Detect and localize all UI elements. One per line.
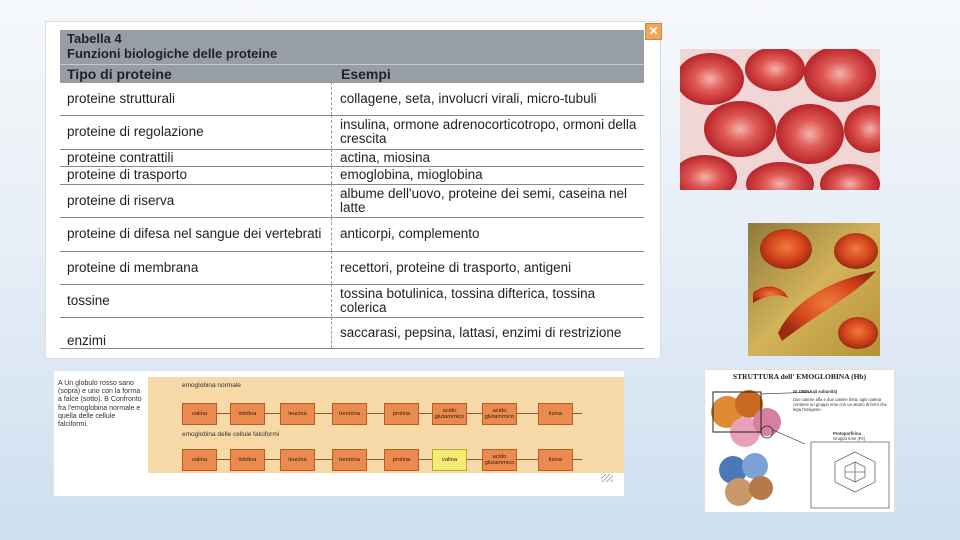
protein-examples-cell: anticorpi, complemento <box>340 226 480 241</box>
protein-type-cell: proteine di membrana <box>67 259 199 275</box>
table-row <box>60 284 644 318</box>
column-divider <box>331 217 333 251</box>
protein-examples-cell: collagene, seta, involucri virali, micro-tubuli <box>340 90 597 106</box>
protein-type-cell: proteine strutturali <box>67 90 176 106</box>
amino-acid-box: leucina <box>280 403 315 425</box>
table-row <box>60 317 644 348</box>
sickle-cells-photo <box>748 223 880 356</box>
table-title: Tabella 4 <box>67 31 122 46</box>
protein-examples-cell: tossina botulinica, tossina difterica, tossina colerica <box>340 285 596 315</box>
structure-title: STRUTTURA dell' EMOGLOBINA (Hb) <box>732 372 867 381</box>
protein-examples-cell: actina, miosina <box>340 149 431 165</box>
column-divider <box>331 149 333 166</box>
globin-label: GLOBINA (4 subunità) <box>793 389 838 394</box>
resize-handle-icon[interactable] <box>601 474 613 482</box>
protein-type-cell: proteine contrattili <box>67 149 174 165</box>
column-divider <box>331 166 333 184</box>
heme-group-icon <box>811 442 889 508</box>
table-row <box>60 82 644 116</box>
protein-type-cell: proteine di trasporto <box>67 167 188 182</box>
column-header-examples: Esempi <box>341 66 391 82</box>
protein-type-cell: proteine di riserva <box>67 192 175 208</box>
column-divider <box>331 284 333 317</box>
table-row <box>60 166 644 185</box>
column-divider <box>331 115 333 149</box>
red-blood-cells-illustration <box>680 49 880 190</box>
table-row <box>60 184 644 218</box>
amino-acid-box: lisina <box>538 403 573 425</box>
hemoglobin-structure-figure <box>705 370 894 512</box>
globin-subunits-icon <box>711 390 781 447</box>
protein-type-cell: enzimi <box>67 333 107 348</box>
heme-label: Protoporfirina <box>833 431 861 436</box>
amino-acid-box: leucina <box>280 449 315 471</box>
column-divider <box>331 82 333 115</box>
amino-acid-box: lisina <box>538 449 573 471</box>
protein-examples-cell: albume dell'uovo, proteine dei semi, caseina nel latte <box>340 185 628 215</box>
structure-notes: Due catene alfa e due catene beta; ogni catena contiene un gruppo eme con un atomo di ferro che lega l'ossigeno. <box>793 397 887 412</box>
amino-acid-box: acido glutammico <box>482 449 517 471</box>
amino-acid-box: treonina <box>332 449 367 471</box>
protein-examples-cell: saccarasi, pepsina, lattasi, enzimi di restrizione <box>340 324 622 340</box>
protein-examples-cell: emoglobina, mioglobina <box>340 167 483 182</box>
table-row <box>60 217 644 252</box>
amino-acid-box: valina <box>182 403 217 425</box>
close-icon[interactable]: ✕ <box>645 23 662 40</box>
column-header-type: Tipo di proteine <box>67 66 172 82</box>
protein-examples-cell: recettori, proteine di trasporto, antigeni <box>340 259 572 275</box>
heme-sub-label: Gruppo eme (Fe) <box>833 436 866 441</box>
normal-hemoglobin-label: emoglobina normale <box>182 382 241 389</box>
amino-acid-box: acido glutammico <box>432 403 467 425</box>
column-divider <box>331 251 333 284</box>
column-divider <box>331 317 333 348</box>
table-subtitle: Funzioni biologiche delle proteine <box>67 46 278 61</box>
amino-acid-box: valina <box>182 449 217 471</box>
protein-type-cell: tossine <box>67 292 110 308</box>
ribbon-model-icon <box>719 453 773 506</box>
protein-examples-cell: insulina, ormone adrenocorticotropo, ormoni della crescita <box>340 117 637 146</box>
amino-acid-box: prolina <box>384 403 419 425</box>
mutated-amino-acid-box: valina <box>432 449 467 471</box>
table-body <box>60 82 644 349</box>
amino-acid-box: istidina <box>230 403 265 425</box>
protein-type-cell: proteine di difesa nel sangue dei vertebrati <box>67 226 322 241</box>
amino-acid-sequence-panel <box>148 377 624 473</box>
table-column-header <box>60 64 644 83</box>
table-row <box>60 251 644 285</box>
amino-acid-box: prolina <box>384 449 419 471</box>
red-blood-cells-photo <box>680 49 880 190</box>
amino-acid-box: treonina <box>332 403 367 425</box>
hemoglobin-comparison-figure <box>54 371 624 496</box>
sickle-hemoglobin-label: emoglobina delle cellule falciformi <box>182 431 280 438</box>
table-row <box>60 115 644 150</box>
table-row <box>60 149 644 167</box>
figure-caption: A Un globulo rosso sano (sopra) e uno con la forma a falce (sotto). B Confronto fra l'emoglobina normale e quella delle cellule falciformi. <box>58 380 142 429</box>
protein-type-cell: proteine di regolazione <box>67 124 204 139</box>
table-header <box>60 30 644 64</box>
amino-acid-box: acido glutammico <box>482 403 517 425</box>
amino-acid-box: istidina <box>230 449 265 471</box>
column-divider <box>331 184 333 217</box>
sickle-cells-illustration <box>748 223 880 356</box>
